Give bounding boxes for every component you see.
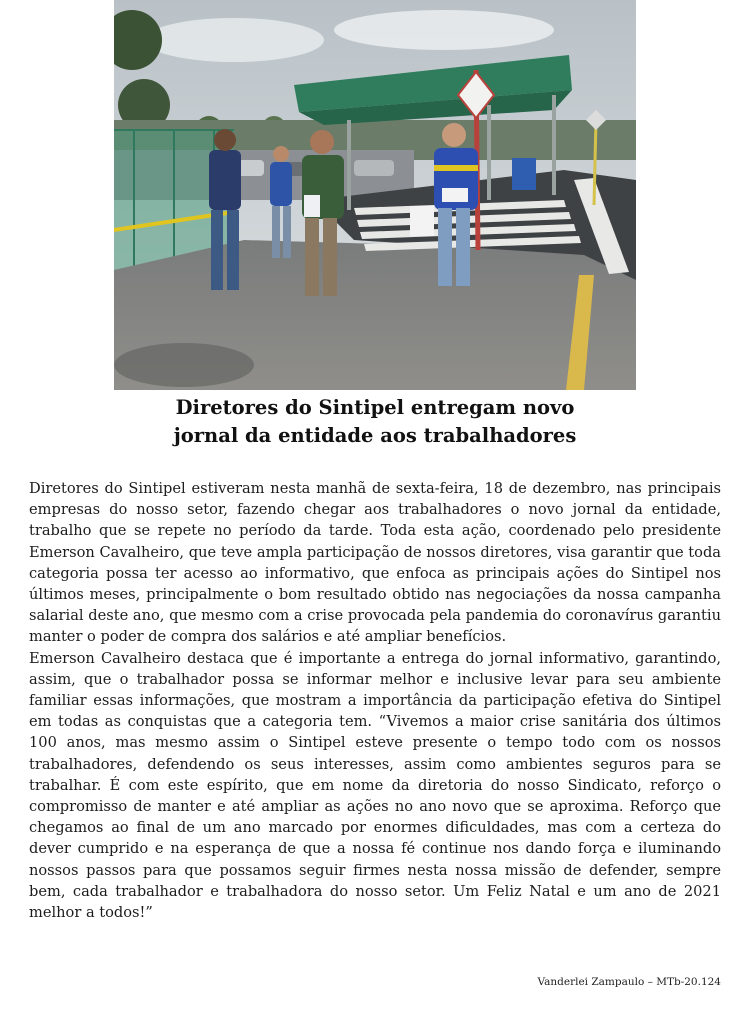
news-photo xyxy=(114,0,636,390)
article-paragraph-1: Diretores do Sintipel estiveram nesta manhã de sexta-feira, 18 de dezembro, nas principais empresas do nosso setor, fazendo chegar aos trabalhadores o novo jornal da entidade, trabalho que se repete no período da tarde. Toda esta ação, coordenado pelo presidente Emerson Cavalheiro, que teve ampla participação de nossos diretores, visa garantir que toda categoria possa ter acesso ao informativo, que enfoca as principais ações do Sintipel nos últimos meses, principalmente o bom resultado obtido nas negociações da nossa campanha salarial deste ano, que mesmo com a crise provocada pela pandemia do coronavírus garantiu manter o poder de compra dos salários e até ampliar benefícios. xyxy=(29,480,721,646)
article-body xyxy=(29,478,721,923)
street-photo-icon xyxy=(114,0,636,390)
article-headline xyxy=(0,394,750,450)
author-credit: Vanderlei Zampaulo – MTb-20.124 xyxy=(537,976,721,988)
headline-line-1: Diretores do Sintipel entregam novo xyxy=(175,396,575,419)
headline-line-2: jornal da entidade aos trabalhadores xyxy=(173,424,577,447)
article-paragraph-2: Emerson Cavalheiro destaca que é importante a entrega do jornal informativo, garantindo, assim, que o trabalhador possa se informar melhor e inclusive levar para seu ambiente familiar essas informações, que mostram a importância da participação efetiva do Sintipel em todas as conquistas que a categoria tem. “Vivemos a maior crise sanitária dos últimos 100 anos, mas mesmo assim o Sintipel esteve presente o tempo todo com os nossos trabalhadores, defendendo os seus interesses, assim como ambientes seguros para se trabalhar. É com este espírito, que em nome da diretoria do nosso Sindicato, reforço o compromisso de manter e até ampliar as ações no ano novo que se aproxima. Reforço que chegamos ao final de um ano marcado por enormes dificuldades, mas com a certeza do dever cumprido e na esperança de que a nossa fé continue nos dando força e iluminando nossos passos para que possamos seguir firmes nesta nossa missão de defender, sempre bem, cada trabalhador e trabalhadora do nosso setor. Um Feliz Natal e um ano de 2021 melhor a todos!” xyxy=(29,649,721,922)
